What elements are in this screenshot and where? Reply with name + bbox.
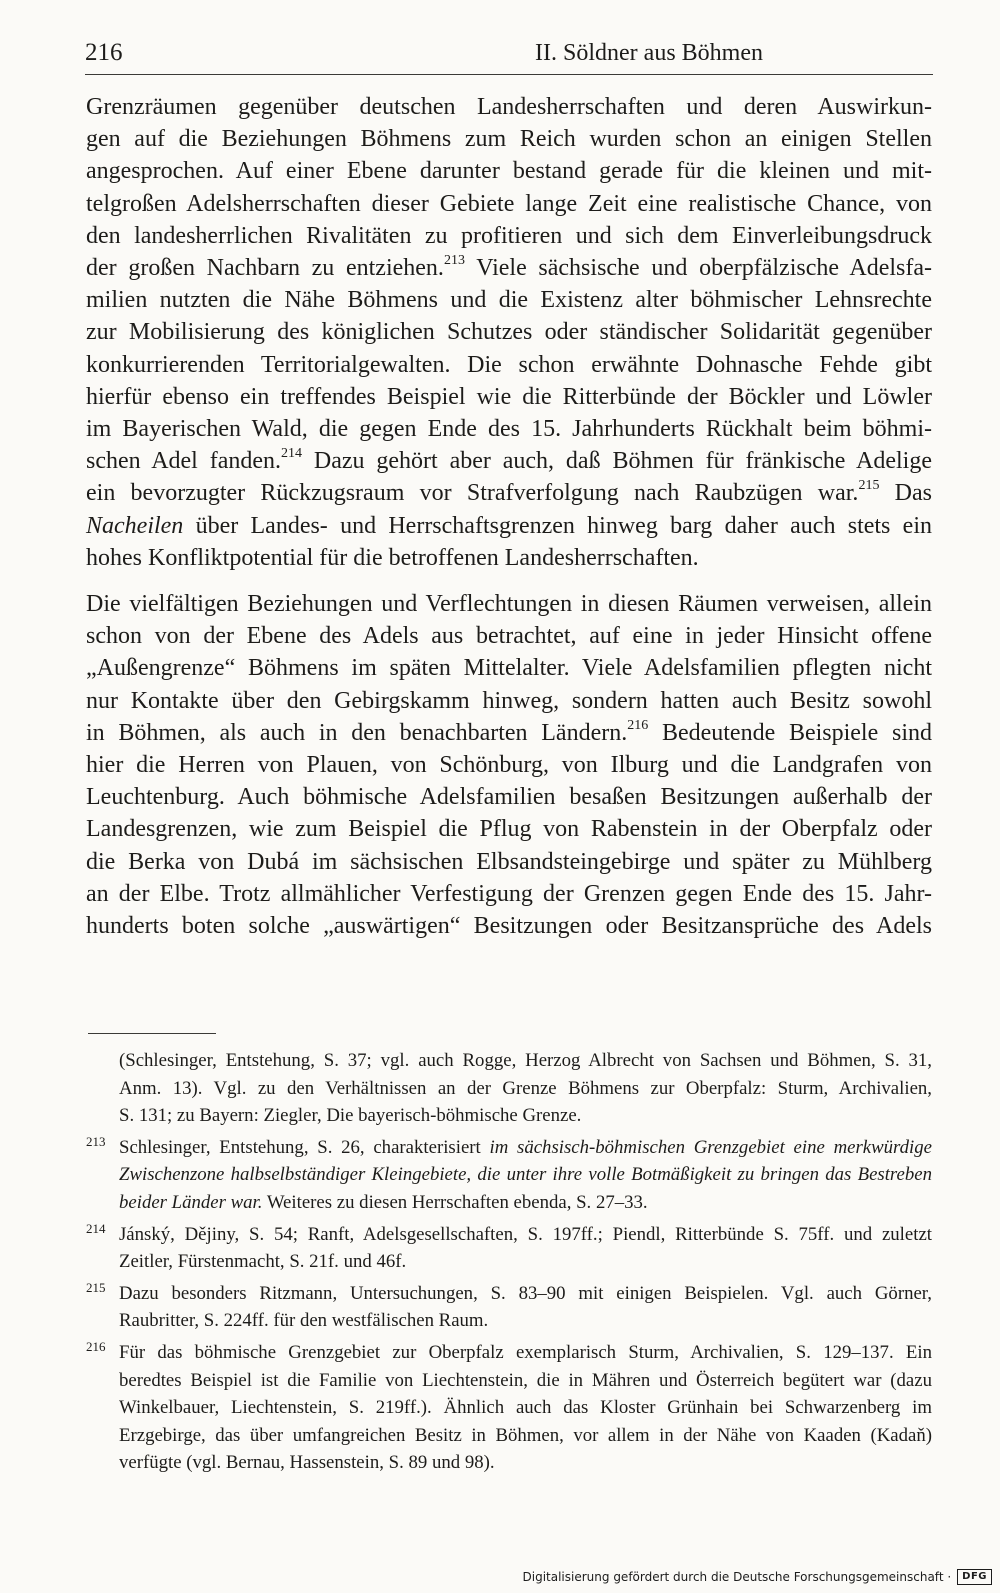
- text-segment: ein bevorzugter Rückzugsraum vor Strafverfolgung nach Raubzügen war.: [86, 480, 859, 507]
- text-segment: der großen Nachbarn zu entziehen.: [86, 255, 444, 282]
- quote-italic: beider Länder war.: [119, 1191, 263, 1213]
- text-line: Leuchtenburg. Auch böhmische Adelsfamilien besaßen Besitzungen außerhalb der: [86, 784, 932, 811]
- footnote-line: Winkelbauer, Liechtenstein, S. 219ff.). Ähnlich auch das Kloster Grünhain bei Schwarzenberg im: [119, 1397, 932, 1419]
- text-line: hohes Konfliktpotential für die betroffenen Landesherrschaften.: [86, 544, 699, 571]
- running-head: II. Söldner aus Böhmen: [535, 40, 763, 66]
- footnote-215: [86, 1280, 932, 1335]
- footnotes: [86, 1047, 932, 1481]
- text-line: [86, 477, 932, 509]
- text-segment: in Böhmen, als auch in den benachbarten Ländern.: [86, 719, 628, 746]
- text-line: Landesgrenzen, wie zum Beispiel die Pflug von Rabenstein in der Oberpfalz oder: [86, 816, 932, 843]
- footnote-line: Für das böhmische Grenzgebiet zur Oberpfalz exemplarisch Sturm, Archivalien, S. 129–137. Ein: [119, 1341, 932, 1363]
- text-line: [86, 717, 932, 749]
- digitization-credit: [523, 1569, 992, 1585]
- footnote-number: 213: [86, 1133, 106, 1149]
- text-segment: Weiteres zu diesen Herrschaften ebenda, S. 27–33.: [262, 1191, 648, 1213]
- text-line: hierfür ebenso ein treffendes Beispiel wie die Ritterbünde der Böckler und Löwler: [86, 383, 932, 410]
- text-line: konkurrierenden Territorialgewalten. Die schon erwähnte Dohnasche Fehde gibt: [86, 351, 932, 378]
- credit-text: Digitalisierung gefördert durch die Deutsche Forschungsgemeinschaft ·: [522, 1570, 952, 1584]
- text-segment: Bedeutende Beispiele sind: [648, 719, 932, 746]
- footnote-ref-214[interactable]: 214: [281, 446, 303, 462]
- quote-italic: im sächsisch-böhmischen Grenzgebiet eine merkwürdige: [489, 1136, 932, 1158]
- footnote-line: Dazu besonders Ritzmann, Untersuchungen, S. 83–90 mit einigen Beispielen. Vgl. auch Görner,: [119, 1282, 932, 1304]
- paragraph: [86, 588, 932, 942]
- text-segment: Das: [879, 480, 932, 507]
- text-line: den landesherrlichen Rivalitäten zu profitieren und sich dem Einverleibungsdruck: [86, 222, 932, 249]
- page-header: [85, 38, 933, 72]
- footnote-line: S. 131; zu Bayern: Ziegler, Die bayerisch-böhmische Grenze.: [119, 1105, 582, 1127]
- text-line: hunderts boten solche „auswärtigen“ Besitzungen oder Besitzansprüche des Adels: [86, 913, 932, 940]
- text-line: im Bayerischen Wald, die gegen Ende des 15. Jahrhunderts Rückhalt beim böhmi-: [86, 416, 932, 443]
- text-segment: Dazu gehört aber auch, daß Böhmen für fränkische Adelige: [302, 448, 932, 475]
- footnote-number: 216: [86, 1338, 106, 1354]
- text-line: nur Kontakte über den Gebirgskamm hinweg, sondern hatten auch Besitz sowohl: [86, 687, 932, 714]
- footnote-line: Jánský, Dějiny, S. 54; Ranft, Adelsgesellschaften, S. 197ff.; Piendl, Ritterbünde S. 75ff. und zuletzt: [119, 1223, 932, 1245]
- text-segment: schen Adel fanden.: [86, 448, 282, 475]
- text-line: die Berka von Dubá im sächsischen Elbsandsteingebirge und später zu Mühlberg: [86, 848, 932, 875]
- text-line: schon von der Ebene des Adels aus betrachtet, auf eine in jeder Hinsicht offene: [86, 623, 932, 650]
- text-line: [86, 252, 932, 284]
- footnote-line: [119, 1189, 932, 1217]
- text-line: gen auf die Beziehungen Böhmens zum Reich wurden schon an einigen Stellen: [86, 126, 932, 153]
- footnote-214: [86, 1221, 932, 1276]
- paragraph: [86, 91, 932, 574]
- footnote-ref-213[interactable]: 213: [443, 253, 465, 269]
- text-line: Grenzräumen gegenüber deutschen Landesherrschaften und deren Auswirkun-: [86, 94, 932, 120]
- text-line: zur Mobilisierung des königlichen Schutzes oder ständischer Solidarität gegenüber: [86, 319, 932, 346]
- footnote-line: [119, 1134, 932, 1162]
- page-number: 216: [85, 39, 123, 66]
- header-rule: [85, 74, 933, 75]
- footnote-rule: [88, 1033, 216, 1034]
- main-text: [86, 91, 932, 942]
- text-line: telgroßen Adelsherrschaften dieser Gebiete lange Zeit eine realistische Chance, von: [86, 190, 932, 217]
- text-line: angesprochen. Auf einer Ebene darunter bestand gerade für die kleinen und mit-: [86, 158, 932, 185]
- footnote-ref-216[interactable]: 216: [627, 717, 649, 733]
- text-line: an der Elbe. Trotz allmählicher Verfestigung der Grenzen gegen Ende des 15. Jahr-: [86, 880, 932, 907]
- text-line: [86, 445, 932, 477]
- text-line: [86, 510, 932, 542]
- text-segment: Schlesinger, Entstehung, S. 26, charakterisiert: [119, 1136, 490, 1158]
- footnote-213: [86, 1134, 932, 1217]
- text-line: hier die Herren von Plauen, von Schönburg, von Ilburg und die Landgrafen von: [86, 752, 932, 779]
- footnote-line: (Schlesinger, Entstehung, S. 37; vgl. auch Rogge, Herzog Albrecht von Sachsen und Böhmen, S. 31,: [119, 1050, 932, 1071]
- footnote-line: Erzgebirge, das über umfangreichen Besitz in Böhmen, vor allem in der Nähe von Kaaden (Kadaň): [119, 1424, 932, 1446]
- dfg-logo: DFG: [957, 1569, 992, 1585]
- footnote-number: 215: [86, 1279, 106, 1295]
- footnote-line: verfügte (vgl. Bernau, Hassenstein, S. 89 und 98).: [119, 1452, 495, 1474]
- text-line: milien nutzten die Nähe Böhmens und die Existenz alter böhmischer Lehnsrechte: [86, 287, 932, 314]
- text-segment: über Landes- und Herrschaftsgrenzen hinweg barg daher auch stets ein: [183, 512, 932, 539]
- footnote-line: beredtes Beispiel ist die Familie von Liechtenstein, die in Mähren und Österreich begütert war (dazu: [119, 1369, 932, 1391]
- text-segment: Viele sächsische und oberpfälzische Adelsfa-: [464, 255, 933, 282]
- footnote-ref-215[interactable]: 215: [858, 478, 880, 494]
- text-line: „Außengrenze“ Böhmens im späten Mittelalter. Viele Adelsfamilien pflegten nicht: [86, 655, 932, 682]
- footnote-line: Zwischenzone halbselbständiger Kleingebiete, die unter ihre volle Botmäßigkeit zu bringen das Bestreben: [119, 1164, 932, 1186]
- footnote-line: Raubritter, S. 224ff. für den westfälischen Raum.: [119, 1310, 489, 1332]
- footnote-216: [86, 1339, 932, 1477]
- footnote-number: 214: [86, 1220, 106, 1236]
- footnote-line: Anm. 13). Vgl. zu den Verhältnissen an der Grenze Böhmens zur Oberpfalz: Sturm, Archivalien,: [119, 1077, 932, 1099]
- footnote-continued: [86, 1047, 932, 1130]
- footnote-line: Zeitler, Fürstenmacht, S. 21f. und 46f.: [119, 1251, 407, 1273]
- italic-term: Nacheilen: [86, 512, 184, 539]
- text-line: Die vielfältigen Beziehungen und Verflechtungen in diesen Räumen verweisen, allein: [86, 591, 932, 618]
